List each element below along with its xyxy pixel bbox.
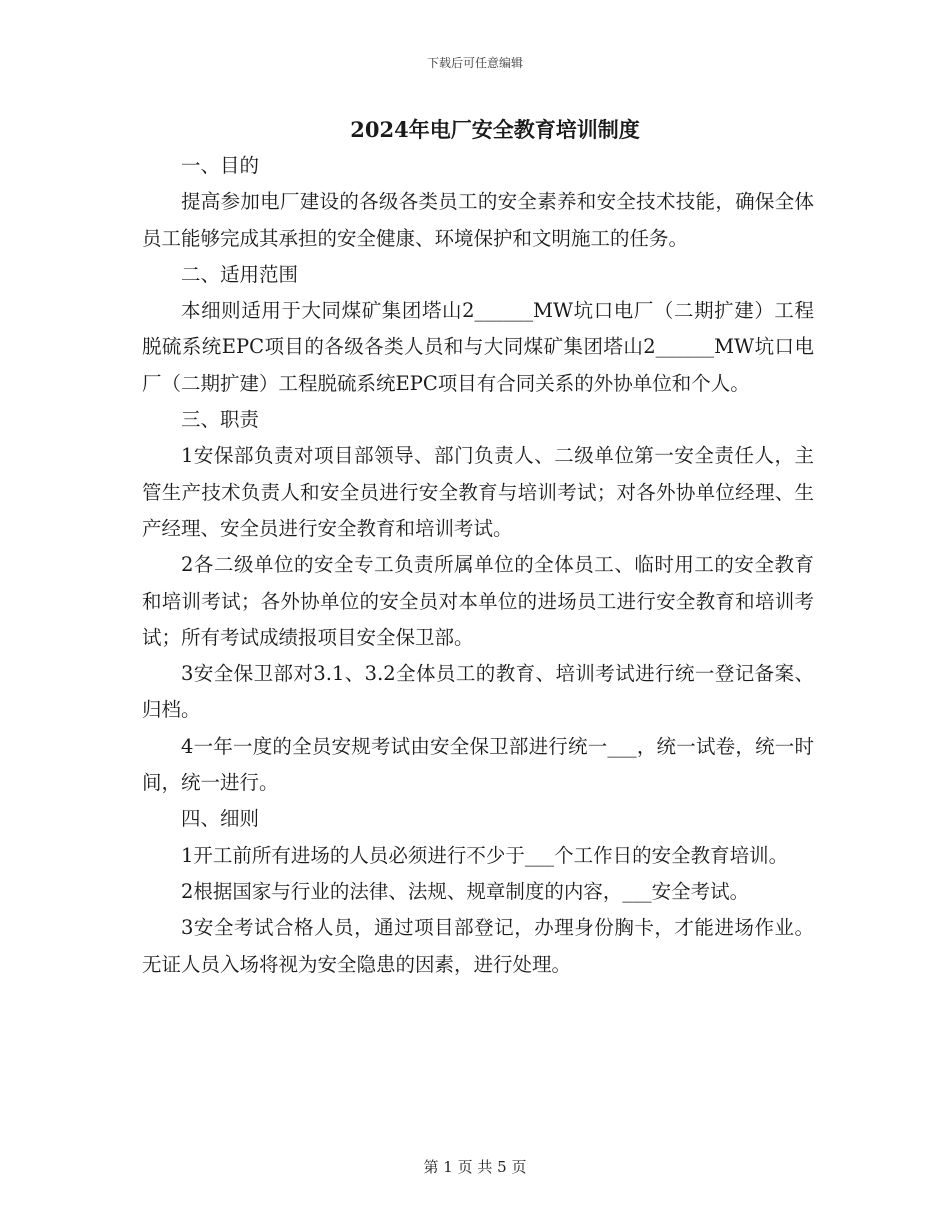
paragraph-responsibility-1: 1安保部负责对项目部领导、部门负责人、二级单位第一安全责任人，主管生产技术负责人和安全员进行安全教育与培训考试；对各外协单位经理、生产经理、安全员进行安全教育和培训考试。 [142,444,814,540]
paragraph-purpose: 提高参加电厂建设的各级各类员工的安全素养和安全技术技能，确保全体员工能够完成其承担的安全健康、环境保护和文明施工的任务。 [142,190,814,250]
paragraph-responsibility-3: 3安全保卫部对3.1、3.2全体员工的教育、培训考试进行统一登记备案、归档。 [142,662,814,722]
paragraph-responsibility-4: 4一年一度的全员安规考试由安全保卫部进行统一___，统一试卷，统一时间，统一进行。 [142,734,814,795]
paragraph-rule-1: 1开工前所有进场的人员必须进行不少于___个工作日的安全教育培训。 [181,843,789,867]
paragraph-rule-2: 2根据国家与行业的法律、法规、规章制度的内容，___安全考试。 [181,879,750,903]
paragraph-rule-3: 3安全考试合格人员，通过项目部登记，办理身份胸卡，才能进场作业。无证人员入场将视为安全隐患的因素，进行处理。 [142,916,814,976]
header-note: 下载后可任意编辑 [426,56,523,70]
section-heading-purpose: 一、目的 [181,154,260,177]
document-body [142,148,814,983]
document-title: 2024年电厂安全教育培训制度 [350,117,640,142]
paragraph-scope: 本细则适用于大同煤矿集团塔山2______MW坑口电厂（二期扩建）工程脱硫系统EPC项目的各级各类人员和与大同煤矿集团塔山2______MW坑口电厂（二期扩建）工程脱硫系统EPC项目有合同关系的外协单位和个人。 [142,299,814,395]
paragraph-responsibility-2: 2各二级单位的安全专工负责所属单位的全体员工、临时用工的安全教育和培训考试；各外协单位的安全员对本单位的进场员工进行安全教育和培训考试；所有考试成绩报项目安全保卫部。 [142,553,814,649]
page-footer: 第 1 页 共 5 页 [423,1158,527,1176]
section-heading-responsibilities: 三、职责 [181,408,260,432]
section-heading-scope: 二、适用范围 [181,262,299,286]
section-heading-rules: 四、细则 [181,807,260,831]
